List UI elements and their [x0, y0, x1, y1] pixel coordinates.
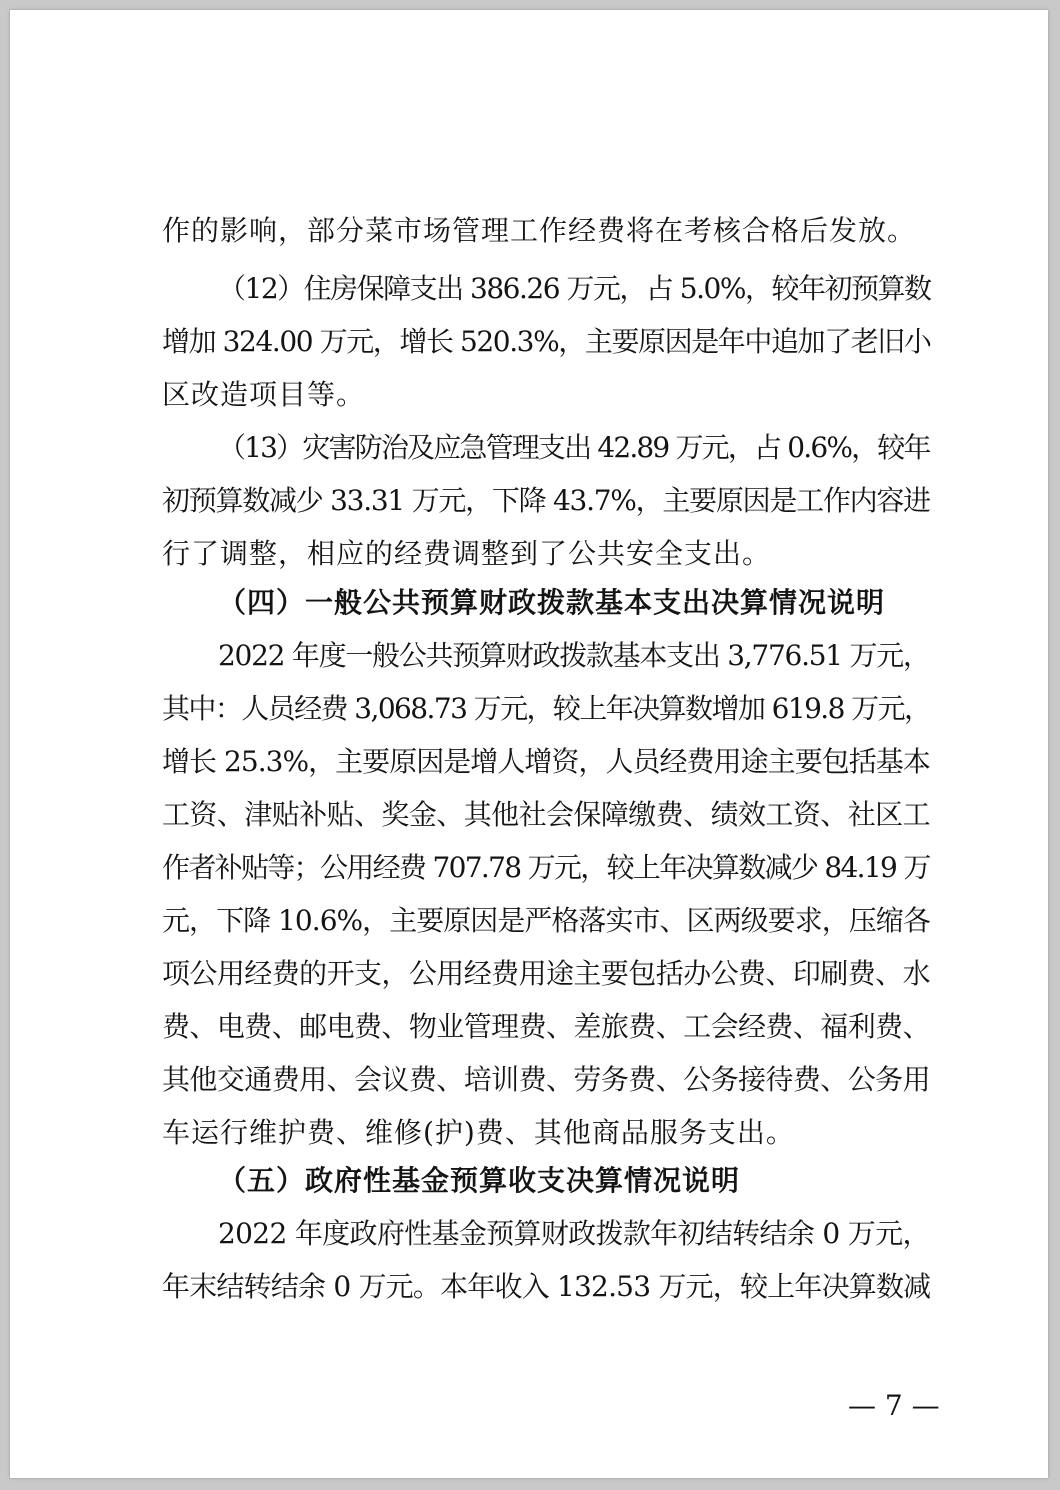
text-line: 2022 年度政府性基金预算财政拨款年初结转结余 0 万元，	[218, 1217, 930, 1250]
text-line: 元，下降 10.6%，主要原因是严格落实市、区两级要求，压缩各	[162, 904, 930, 937]
text-line: 区改造项目等。	[162, 378, 366, 411]
text-line: （12）住房保障支出 386.26 万元，占 5.0%，较年初预算数	[218, 272, 931, 305]
text-line: 2022 年度一般公共预算财政拨款基本支出 3,776.51 万元，	[218, 639, 930, 672]
text-line: 初预算数减少 33.31 万元，下降 43.7%，主要原因是工作内容进	[162, 484, 930, 517]
section-heading: （五）政府性基金预算收支决算情况说明	[218, 1164, 741, 1197]
text-line: 作者补贴等；公用经费 707.78 万元，较上年决算数减少 84.19 万	[162, 851, 930, 884]
text-line: 年末结转结余 0 万元。本年收入 132.53 万元，较上年决算数减	[162, 1270, 931, 1303]
text-line: 费、电费、邮电费、物业管理费、差旅费、工会经费、福利费、	[162, 1010, 931, 1043]
document-page	[10, 10, 1048, 1478]
section-heading: （四）一般公共预算财政拨款基本支出决算情况说明	[218, 586, 886, 619]
text-line: 工资、津贴补贴、奖金、其他社会保障缴费、绩效工资、社区工	[162, 798, 931, 831]
text-line: 增长 25.3%，主要原因是增人增资，人员经费用途主要包括基本	[162, 745, 930, 778]
text-line: 作的影响，部分菜市场管理工作经费将在考核合格后发放。	[162, 214, 917, 247]
text-line: 项公用经费的开支，公用经费用途主要包括办公费、印刷费、水	[162, 957, 931, 990]
text-line: （13）灾害防治及应急管理支出 42.89 万元，占 0.6%，较年	[218, 431, 930, 464]
page-number: — 7 —	[848, 1389, 940, 1422]
text-line: 其他交通费用、会议费、培训费、劳务费、公务接待费、公务用	[162, 1063, 931, 1096]
text-line: 车运行维护费、维修(护)费、其他商品服务支出。	[162, 1116, 795, 1149]
text-line: 行了调整，相应的经费调整到了公共安全支出。	[162, 537, 772, 570]
text-line: 其中：人员经费 3,068.73 万元，较上年决算数增加 619.8 万元，	[162, 692, 931, 725]
text-line: 增加 324.00 万元，增长 520.3%，主要原因是年中追加了老旧小	[162, 325, 931, 358]
